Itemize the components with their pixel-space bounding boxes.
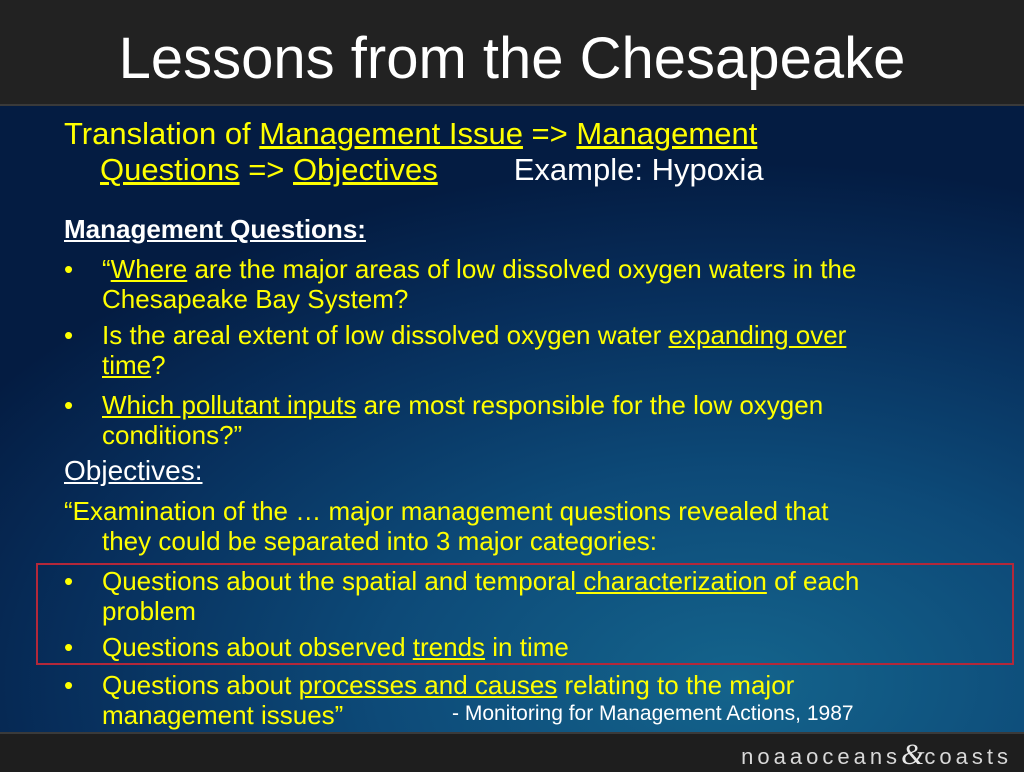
- underlined-term: Where: [110, 254, 188, 284]
- bullet-icon: •: [64, 632, 74, 662]
- subtitle-questions-word: Questions: [100, 152, 240, 187]
- underlined-term: characterization: [576, 566, 767, 596]
- list-item: • Is the areal extent of low dissolved oxygen water expanding over: [64, 320, 847, 350]
- subtitle-example: Example: Hypoxia: [513, 152, 764, 187]
- title-bar: [0, 0, 1024, 106]
- list-item-continuation: time?: [102, 350, 166, 380]
- list-item: • Questions about observed trends in time: [64, 632, 569, 662]
- subtitle-text: Translation of: [64, 116, 260, 151]
- underlined-term: expanding over: [668, 320, 847, 350]
- subtitle-objectives: Objectives: [293, 152, 438, 187]
- underlined-term: processes and causes: [298, 670, 558, 700]
- subtitle-management-word: Management: [576, 116, 758, 151]
- list-item: • Questions about processes and causes relating to the major: [64, 670, 795, 700]
- bullet-icon: •: [64, 566, 74, 596]
- objectives-intro-continuation: they could be separated into 3 major categories:: [102, 526, 658, 556]
- list-item: • “Where are the major areas of low dissolved oxygen waters in the: [64, 254, 857, 284]
- list-item-continuation: management issues”: [102, 700, 344, 730]
- subtitle-arrow: =>: [239, 152, 294, 187]
- subtitle-arrow: =>: [522, 116, 577, 151]
- underlined-term: trends: [412, 632, 486, 662]
- bullet-icon: •: [64, 390, 74, 420]
- underlined-term: Which pollutant inputs: [102, 390, 357, 420]
- list-item-continuation: problem: [102, 596, 196, 626]
- list-item: • Questions about the spatial and temporal characterization of each: [64, 566, 860, 596]
- bullet-icon: •: [64, 670, 74, 700]
- footer-bar: [0, 732, 1024, 770]
- subtitle-management-issue: Management Issue: [259, 116, 523, 151]
- slide-subtitle: [64, 116, 1014, 188]
- objectives-heading: Objectives:: [64, 455, 203, 486]
- bullet-icon: •: [64, 320, 74, 350]
- objectives-intro: “Examination of the … major management questions revealed that: [64, 496, 829, 526]
- list-item: • Which pollutant inputs are most responsible for the low oxygen: [64, 390, 824, 420]
- noaa-oceans-coasts-logo: noaaoceans&coasts: [741, 738, 1012, 771]
- list-item-continuation: conditions?”: [102, 420, 243, 450]
- list-item-continuation: Chesapeake Bay System?: [102, 284, 409, 314]
- citation: - Monitoring for Management Actions, 1987: [452, 702, 854, 725]
- slide-title: Lessons from the Chesapeake: [118, 26, 906, 91]
- management-questions-heading: Management Questions:: [64, 214, 366, 244]
- bullet-icon: •: [64, 254, 74, 284]
